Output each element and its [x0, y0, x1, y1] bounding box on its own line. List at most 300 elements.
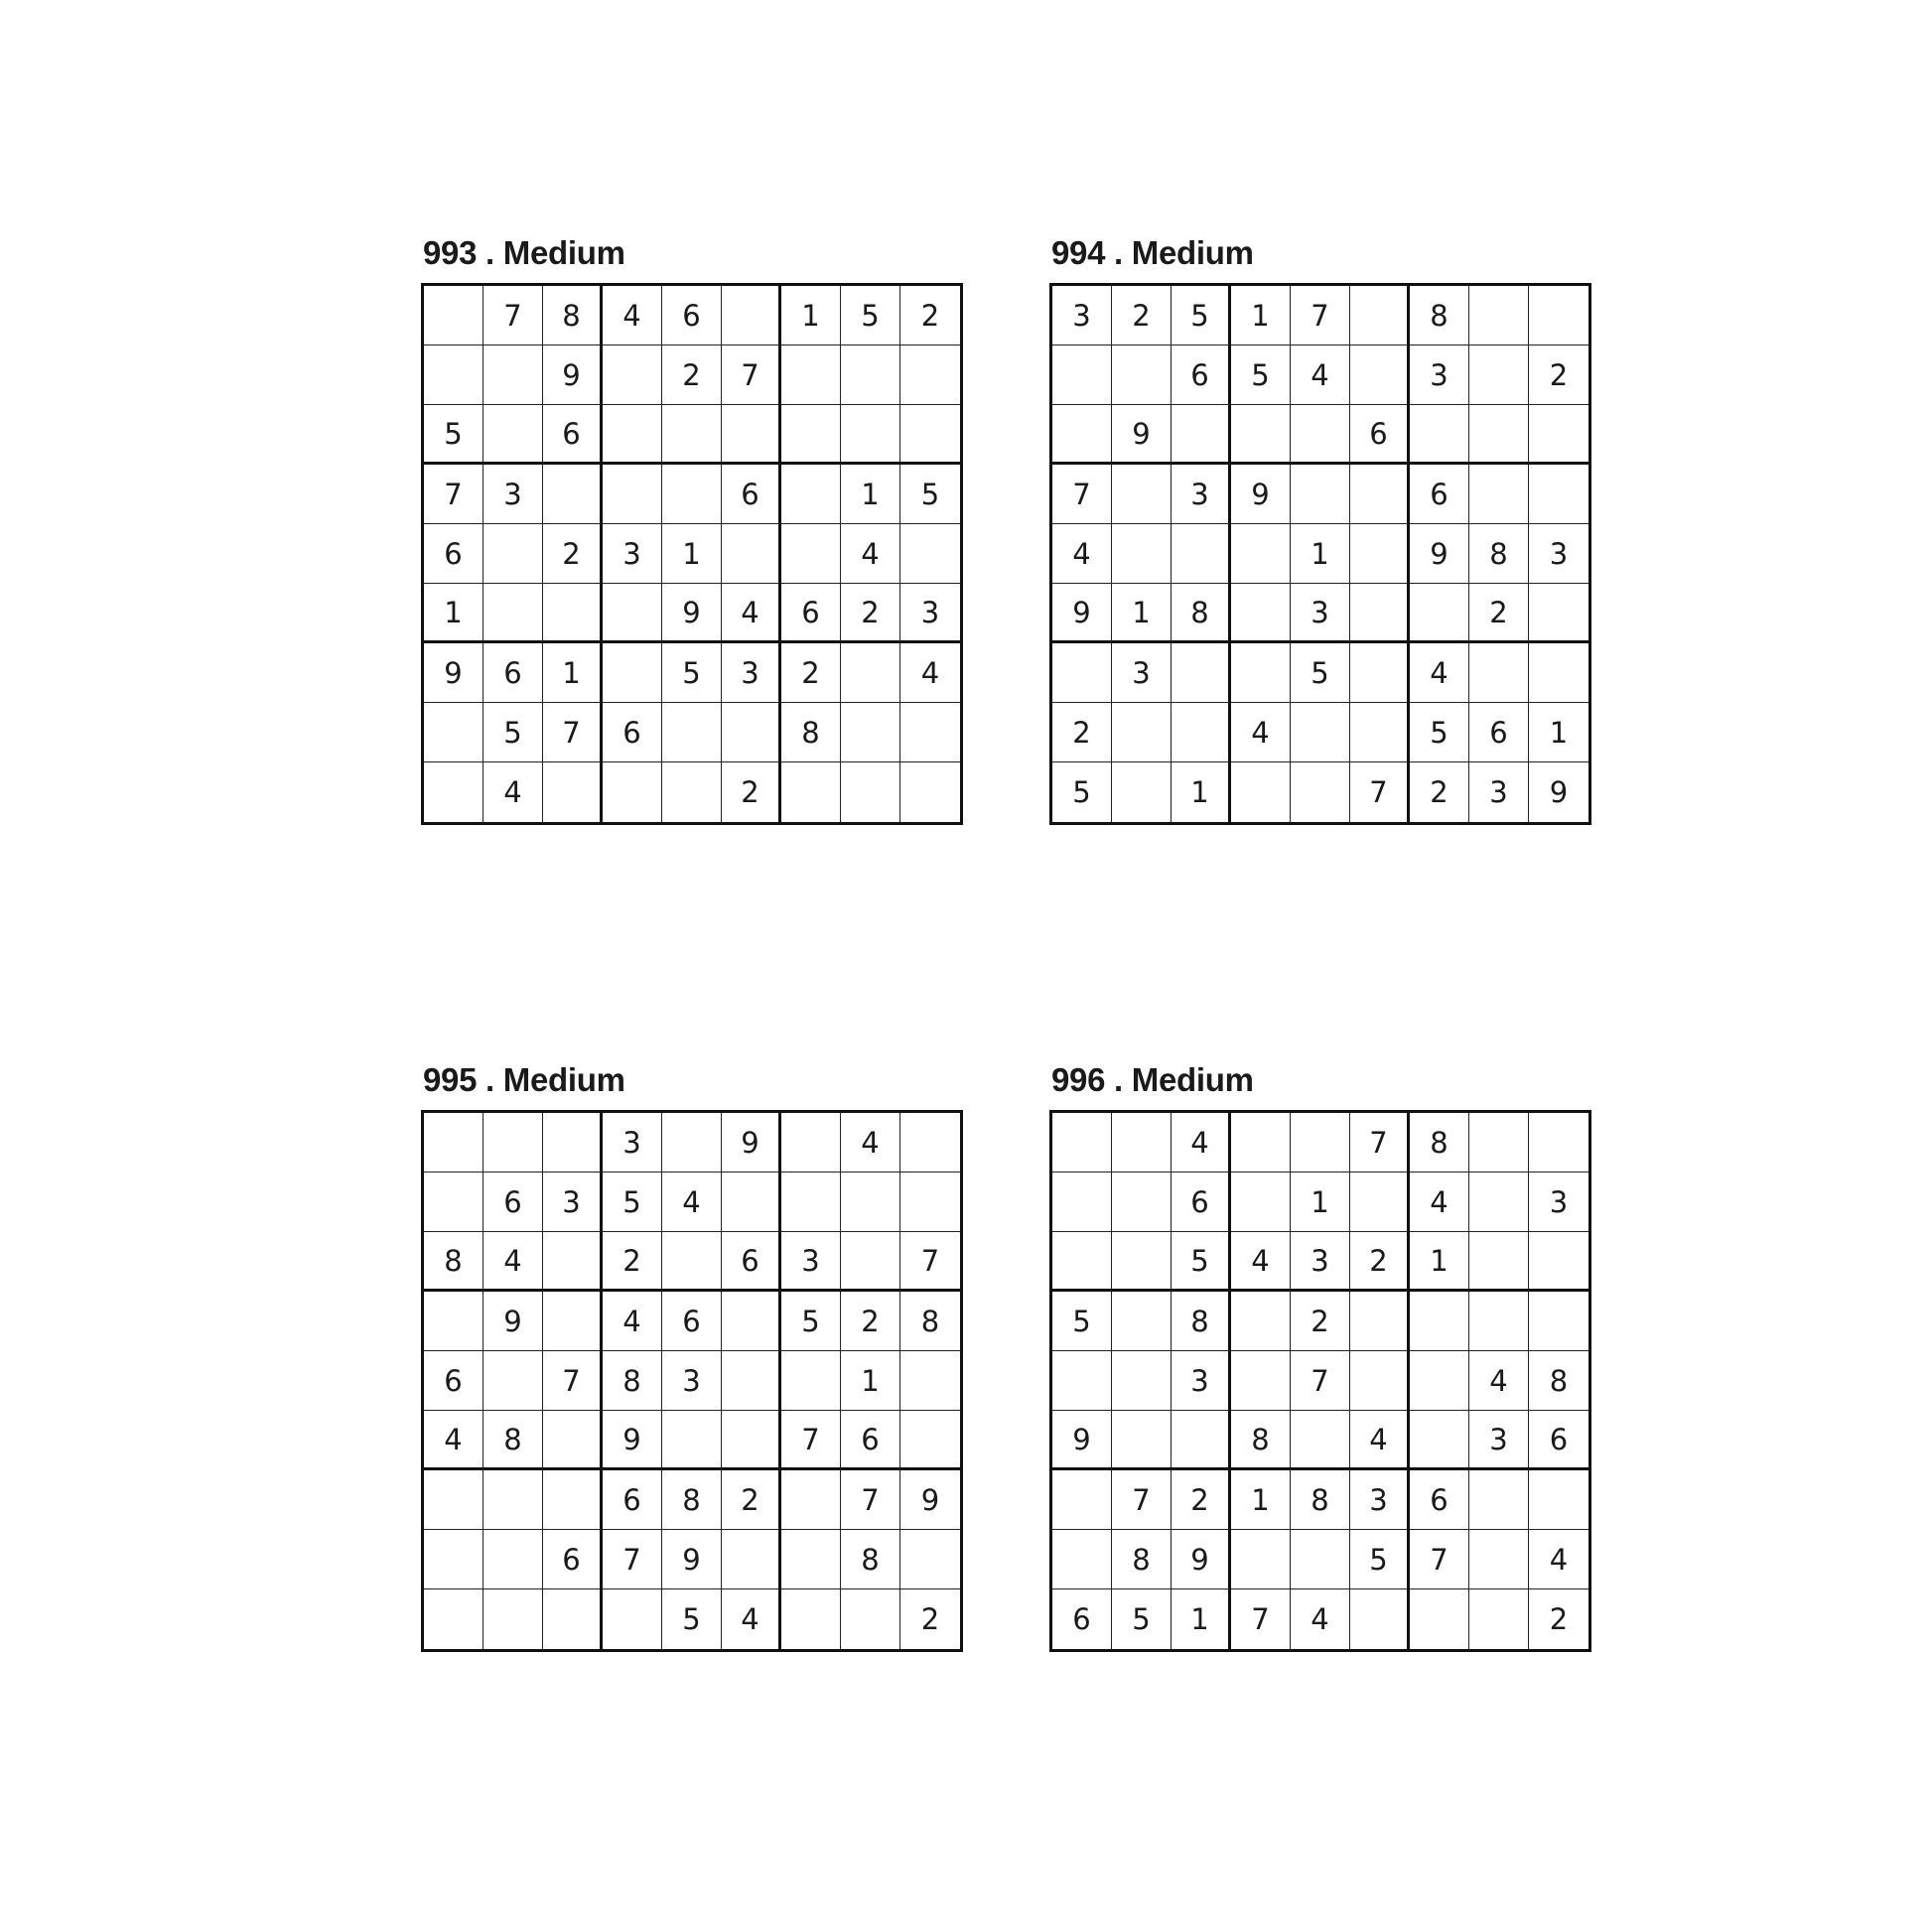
- sudoku-cell[interactable]: 8: [1112, 1530, 1172, 1589]
- sudoku-cell[interactable]: 4: [603, 1292, 662, 1351]
- sudoku-cell[interactable]: [781, 1113, 841, 1173]
- sudoku-cell[interactable]: [1469, 345, 1529, 405]
- sudoku-cell[interactable]: 8: [662, 1470, 722, 1530]
- sudoku-cell[interactable]: 8: [900, 1292, 960, 1351]
- sudoku-cell[interactable]: 1: [1291, 524, 1350, 584]
- sudoku-cell[interactable]: [1350, 1351, 1410, 1411]
- sudoku-cell[interactable]: [1231, 405, 1291, 465]
- sudoku-cell[interactable]: [1231, 1173, 1291, 1232]
- sudoku-cell[interactable]: 5: [603, 1173, 662, 1232]
- sudoku-cell[interactable]: 6: [1410, 465, 1469, 524]
- sudoku-cell[interactable]: [1112, 524, 1172, 584]
- sudoku-cell[interactable]: 9: [1052, 1411, 1112, 1470]
- sudoku-cell[interactable]: 4: [662, 1173, 722, 1232]
- sudoku-cell[interactable]: 3: [1291, 584, 1350, 643]
- sudoku-cell[interactable]: [1172, 643, 1231, 703]
- sudoku-cell[interactable]: 1: [1291, 1173, 1350, 1232]
- sudoku-cell[interactable]: 2: [841, 584, 900, 643]
- sudoku-cell[interactable]: [662, 1113, 722, 1173]
- sudoku-cell[interactable]: 3: [1469, 762, 1529, 822]
- sudoku-cell[interactable]: [1350, 703, 1410, 762]
- sudoku-cell[interactable]: 5: [1231, 345, 1291, 405]
- sudoku-cell[interactable]: 2: [1549, 1602, 1569, 1636]
- sudoku-cell[interactable]: 1: [1112, 584, 1172, 643]
- sudoku-cell[interactable]: [781, 1470, 841, 1530]
- sudoku-cell[interactable]: [1112, 1232, 1172, 1292]
- sudoku-cell[interactable]: [781, 1173, 841, 1232]
- sudoku-cell[interactable]: 5: [841, 286, 900, 345]
- sudoku-cell[interactable]: [1350, 345, 1410, 405]
- sudoku-cell[interactable]: [1410, 1351, 1469, 1411]
- sudoku-cell[interactable]: [781, 465, 841, 524]
- sudoku-cell[interactable]: [1529, 1292, 1588, 1351]
- sudoku-cell[interactable]: [1529, 643, 1588, 703]
- sudoku-cell[interactable]: 2: [1529, 345, 1588, 405]
- sudoku-cell[interactable]: [1529, 584, 1588, 643]
- sudoku-cell[interactable]: [1469, 1173, 1529, 1232]
- sudoku-cell[interactable]: 3: [1052, 286, 1112, 345]
- sudoku-cell[interactable]: 7: [1291, 1351, 1350, 1411]
- sudoku-cell[interactable]: 3: [1172, 465, 1231, 524]
- sudoku-cell[interactable]: 8: [1172, 584, 1231, 643]
- sudoku-cell[interactable]: 1: [1172, 1589, 1231, 1649]
- sudoku-cell[interactable]: 4: [1052, 524, 1112, 584]
- sudoku-cell[interactable]: [424, 1589, 483, 1649]
- sudoku-cell[interactable]: 2: [1172, 1470, 1231, 1530]
- sudoku-cell[interactable]: 3: [1172, 1351, 1231, 1411]
- sudoku-cell[interactable]: 6: [603, 1470, 662, 1530]
- sudoku-cell[interactable]: 2: [1469, 584, 1529, 643]
- sudoku-cell[interactable]: [1052, 345, 1112, 405]
- sudoku-cell[interactable]: [543, 584, 603, 643]
- sudoku-cell[interactable]: 7: [424, 465, 483, 524]
- sudoku-cell[interactable]: 2: [1052, 703, 1112, 762]
- sudoku-cell[interactable]: 4: [1291, 345, 1350, 405]
- sudoku-cell[interactable]: [1410, 1292, 1469, 1351]
- sudoku-cell[interactable]: [1410, 1411, 1469, 1470]
- sudoku-cell[interactable]: 2: [920, 1602, 940, 1636]
- sudoku-cell[interactable]: [1172, 1411, 1231, 1470]
- sudoku-cell[interactable]: [1112, 1411, 1172, 1470]
- sudoku-cell[interactable]: 2: [1410, 762, 1469, 822]
- sudoku-cell[interactable]: 4: [900, 643, 960, 703]
- sudoku-cell[interactable]: [424, 1113, 483, 1173]
- sudoku-cell[interactable]: [900, 1351, 960, 1411]
- sudoku-cell[interactable]: [722, 524, 781, 584]
- sudoku-cell[interactable]: [1469, 1232, 1529, 1292]
- sudoku-cell[interactable]: [543, 1292, 603, 1351]
- sudoku-cell[interactable]: [722, 1530, 781, 1589]
- sudoku-cell[interactable]: 9: [1112, 405, 1172, 465]
- sudoku-cell[interactable]: [424, 286, 483, 345]
- sudoku-cell[interactable]: 1: [424, 584, 483, 643]
- sudoku-cell[interactable]: [900, 1173, 960, 1232]
- sudoku-cell[interactable]: 3: [1529, 1173, 1588, 1232]
- sudoku-cell[interactable]: 5: [1172, 1232, 1231, 1292]
- sudoku-cell[interactable]: 9: [424, 643, 483, 703]
- sudoku-cell[interactable]: 1: [1172, 762, 1231, 822]
- sudoku-cell[interactable]: 7: [1291, 286, 1350, 345]
- sudoku-cell[interactable]: 5: [1291, 643, 1350, 703]
- sudoku-cell[interactable]: [1410, 584, 1469, 643]
- sudoku-cell[interactable]: 5: [1350, 1530, 1410, 1589]
- sudoku-cell[interactable]: [722, 405, 781, 465]
- sudoku-cell[interactable]: 2: [900, 286, 960, 345]
- sudoku-cell[interactable]: 6: [1052, 1589, 1112, 1649]
- sudoku-cell[interactable]: 8: [1291, 1470, 1350, 1530]
- sudoku-cell[interactable]: 2: [841, 1292, 900, 1351]
- sudoku-cell[interactable]: 4: [1410, 1173, 1469, 1232]
- sudoku-cell[interactable]: 4: [1231, 1232, 1291, 1292]
- sudoku-cell[interactable]: 8: [1529, 1351, 1588, 1411]
- sudoku-cell[interactable]: [900, 405, 960, 465]
- sudoku-cell[interactable]: 9: [543, 345, 603, 405]
- sudoku-cell[interactable]: [1291, 1530, 1350, 1589]
- sudoku-cell[interactable]: [900, 762, 960, 822]
- sudoku-cell[interactable]: 7: [1112, 1470, 1172, 1530]
- sudoku-cell[interactable]: [841, 762, 900, 822]
- sudoku-cell[interactable]: [1231, 1351, 1291, 1411]
- sudoku-cell[interactable]: [1529, 1113, 1588, 1173]
- sudoku-cell[interactable]: 6: [722, 1232, 781, 1292]
- sudoku-cell[interactable]: [722, 1411, 781, 1470]
- sudoku-cell[interactable]: [1052, 643, 1112, 703]
- sudoku-cell[interactable]: 6: [483, 643, 543, 703]
- sudoku-cell[interactable]: 2: [1112, 286, 1172, 345]
- sudoku-cell[interactable]: [1291, 1113, 1350, 1173]
- sudoku-cell[interactable]: 1: [1529, 703, 1588, 762]
- sudoku-cell[interactable]: 1: [1231, 286, 1291, 345]
- sudoku-cell[interactable]: 3: [1469, 1411, 1529, 1470]
- sudoku-cell[interactable]: [424, 762, 483, 822]
- sudoku-cell[interactable]: 6: [841, 1411, 900, 1470]
- sudoku-cell[interactable]: [1291, 762, 1350, 822]
- sudoku-cell[interactable]: [1350, 1292, 1410, 1351]
- sudoku-cell[interactable]: 8: [1231, 1411, 1291, 1470]
- sudoku-cell[interactable]: 1: [1231, 1470, 1291, 1530]
- sudoku-cell[interactable]: [722, 1173, 781, 1232]
- sudoku-cell[interactable]: 3: [900, 584, 960, 643]
- sudoku-cell[interactable]: 8: [1410, 286, 1469, 345]
- sudoku-cell[interactable]: [603, 584, 662, 643]
- sudoku-cell[interactable]: [543, 1113, 603, 1173]
- sudoku-cell[interactable]: 3: [1350, 1470, 1410, 1530]
- sudoku-cell[interactable]: [781, 1351, 841, 1411]
- sudoku-cell[interactable]: 6: [543, 405, 603, 465]
- sudoku-cell[interactable]: 7: [781, 1411, 841, 1470]
- sudoku-cell[interactable]: 4: [1529, 1530, 1588, 1589]
- sudoku-cell[interactable]: [603, 762, 662, 822]
- sudoku-cell[interactable]: [781, 1589, 841, 1649]
- sudoku-cell[interactable]: 9: [662, 584, 722, 643]
- sudoku-cell[interactable]: [1231, 1113, 1291, 1173]
- sudoku-cell[interactable]: 4: [1410, 643, 1469, 703]
- sudoku-cell[interactable]: [1350, 584, 1410, 643]
- sudoku-cell[interactable]: [1350, 1589, 1410, 1649]
- sudoku-cell[interactable]: [1231, 762, 1291, 822]
- sudoku-cell[interactable]: 8: [543, 286, 603, 345]
- sudoku-cell[interactable]: 9: [1231, 465, 1291, 524]
- sudoku-cell[interactable]: [1112, 1292, 1172, 1351]
- sudoku-cell[interactable]: [1231, 524, 1291, 584]
- sudoku-cell[interactable]: [1052, 1351, 1112, 1411]
- sudoku-cell[interactable]: 7: [543, 703, 603, 762]
- sudoku-cell[interactable]: [841, 345, 900, 405]
- sudoku-cell[interactable]: [1231, 584, 1291, 643]
- sudoku-cell[interactable]: [662, 1411, 722, 1470]
- sudoku-cell[interactable]: [1172, 703, 1231, 762]
- sudoku-cell[interactable]: 6: [424, 524, 483, 584]
- sudoku-cell[interactable]: 8: [1172, 1292, 1231, 1351]
- sudoku-cell[interactable]: [1172, 524, 1231, 584]
- sudoku-cell[interactable]: [900, 345, 960, 405]
- sudoku-cell[interactable]: [1052, 1173, 1112, 1232]
- sudoku-cell[interactable]: [424, 1470, 483, 1530]
- sudoku-cell[interactable]: 5: [662, 1589, 722, 1649]
- sudoku-cell[interactable]: 8: [781, 703, 841, 762]
- sudoku-cell[interactable]: [424, 1530, 483, 1589]
- sudoku-cell[interactable]: 7: [543, 1351, 603, 1411]
- sudoku-cell[interactable]: [543, 1589, 603, 1649]
- sudoku-cell[interactable]: 5: [1052, 1292, 1112, 1351]
- sudoku-cell[interactable]: [1291, 465, 1350, 524]
- sudoku-cell[interactable]: [1529, 286, 1588, 345]
- sudoku-cell[interactable]: 7: [841, 1470, 900, 1530]
- sudoku-cell[interactable]: [1052, 1470, 1112, 1530]
- sudoku-cell[interactable]: [1172, 405, 1231, 465]
- sudoku-cell[interactable]: [781, 345, 841, 405]
- sudoku-cell[interactable]: [424, 345, 483, 405]
- sudoku-cell[interactable]: [603, 643, 662, 703]
- sudoku-cell[interactable]: 7: [483, 286, 543, 345]
- sudoku-cell[interactable]: 7: [1410, 1530, 1469, 1589]
- sudoku-cell[interactable]: 9: [662, 1530, 722, 1589]
- sudoku-cell[interactable]: [483, 1589, 543, 1649]
- sudoku-cell[interactable]: [1410, 405, 1469, 465]
- sudoku-cell[interactable]: 9: [900, 1470, 960, 1530]
- sudoku-cell[interactable]: 7: [900, 1232, 960, 1292]
- sudoku-cell[interactable]: 4: [1469, 1351, 1529, 1411]
- sudoku-cell[interactable]: 7: [1350, 1113, 1410, 1173]
- sudoku-cell[interactable]: 9: [1172, 1530, 1231, 1589]
- sudoku-cell[interactable]: [900, 1530, 960, 1589]
- sudoku-cell[interactable]: [722, 286, 781, 345]
- sudoku-cell[interactable]: 5: [1172, 286, 1231, 345]
- sudoku-cell[interactable]: [1112, 345, 1172, 405]
- sudoku-cell[interactable]: 1: [781, 286, 841, 345]
- sudoku-cell[interactable]: 6: [722, 465, 781, 524]
- sudoku-cell[interactable]: 4: [841, 524, 900, 584]
- sudoku-cell[interactable]: [1052, 1232, 1112, 1292]
- sudoku-cell[interactable]: 9: [483, 1292, 543, 1351]
- sudoku-cell[interactable]: [722, 1292, 781, 1351]
- sudoku-cell[interactable]: 5: [424, 405, 483, 465]
- sudoku-cell[interactable]: 4: [1231, 703, 1291, 762]
- sudoku-cell[interactable]: [1469, 1470, 1529, 1530]
- sudoku-cell[interactable]: 3: [483, 465, 543, 524]
- sudoku-cell[interactable]: [1291, 703, 1350, 762]
- sudoku-cell[interactable]: [543, 762, 603, 822]
- sudoku-cell[interactable]: 6: [1172, 345, 1231, 405]
- sudoku-cell[interactable]: [1112, 1173, 1172, 1232]
- sudoku-cell[interactable]: [1052, 1530, 1112, 1589]
- sudoku-cell[interactable]: [1469, 405, 1529, 465]
- sudoku-cell[interactable]: 3: [1410, 345, 1469, 405]
- sudoku-cell[interactable]: 1: [662, 524, 722, 584]
- sudoku-cell[interactable]: 5: [1112, 1589, 1172, 1649]
- sudoku-cell[interactable]: 9: [1549, 775, 1569, 809]
- sudoku-cell[interactable]: 4: [1291, 1589, 1350, 1649]
- sudoku-cell[interactable]: 9: [1052, 584, 1112, 643]
- sudoku-cell[interactable]: 2: [1350, 1232, 1410, 1292]
- sudoku-cell[interactable]: 5: [781, 1292, 841, 1351]
- sudoku-cell[interactable]: 4: [1350, 1411, 1410, 1470]
- sudoku-cell[interactable]: [1529, 1470, 1588, 1530]
- sudoku-cell[interactable]: [1469, 286, 1529, 345]
- sudoku-cell[interactable]: 8: [841, 1530, 900, 1589]
- sudoku-cell[interactable]: [543, 465, 603, 524]
- sudoku-cell[interactable]: 7: [1231, 1589, 1291, 1649]
- sudoku-cell[interactable]: [603, 345, 662, 405]
- sudoku-cell[interactable]: [1231, 1292, 1291, 1351]
- sudoku-cell[interactable]: 8: [1410, 1113, 1469, 1173]
- sudoku-cell[interactable]: 4: [722, 584, 781, 643]
- sudoku-cell[interactable]: 3: [1529, 524, 1588, 584]
- sudoku-cell[interactable]: 4: [424, 1411, 483, 1470]
- sudoku-cell[interactable]: [483, 405, 543, 465]
- sudoku-cell[interactable]: [1529, 1232, 1588, 1292]
- sudoku-cell[interactable]: [1231, 643, 1291, 703]
- sudoku-cell[interactable]: [900, 1411, 960, 1470]
- sudoku-cell[interactable]: 4: [483, 1232, 543, 1292]
- sudoku-cell[interactable]: [900, 524, 960, 584]
- sudoku-cell[interactable]: 8: [1469, 524, 1529, 584]
- sudoku-cell[interactable]: 6: [603, 703, 662, 762]
- sudoku-cell[interactable]: 5: [1052, 762, 1112, 822]
- sudoku-cell[interactable]: 1: [841, 1351, 900, 1411]
- sudoku-cell[interactable]: [483, 1470, 543, 1530]
- sudoku-cell[interactable]: 3: [1291, 1232, 1350, 1292]
- sudoku-cell[interactable]: [841, 1232, 900, 1292]
- sudoku-cell[interactable]: 2: [662, 345, 722, 405]
- sudoku-cell[interactable]: 7: [603, 1530, 662, 1589]
- sudoku-cell[interactable]: [543, 1470, 603, 1530]
- sudoku-cell[interactable]: 8: [483, 1411, 543, 1470]
- sudoku-cell[interactable]: 8: [603, 1351, 662, 1411]
- sudoku-cell[interactable]: 2: [543, 524, 603, 584]
- sudoku-cell[interactable]: 5: [483, 703, 543, 762]
- sudoku-cell[interactable]: [483, 584, 543, 643]
- sudoku-cell[interactable]: 3: [781, 1232, 841, 1292]
- sudoku-cell[interactable]: 3: [722, 643, 781, 703]
- sudoku-cell[interactable]: [1112, 703, 1172, 762]
- sudoku-cell[interactable]: [424, 1292, 483, 1351]
- sudoku-cell[interactable]: 5: [662, 643, 722, 703]
- sudoku-cell[interactable]: 7: [1052, 465, 1112, 524]
- sudoku-cell[interactable]: [841, 1589, 900, 1649]
- sudoku-cell[interactable]: [483, 524, 543, 584]
- sudoku-cell[interactable]: [424, 703, 483, 762]
- sudoku-cell[interactable]: 4: [841, 1113, 900, 1173]
- sudoku-cell[interactable]: 9: [1410, 524, 1469, 584]
- sudoku-cell[interactable]: 3: [543, 1173, 603, 1232]
- sudoku-cell[interactable]: 4: [603, 286, 662, 345]
- sudoku-cell[interactable]: 4: [722, 1589, 781, 1649]
- sudoku-cell[interactable]: 5: [1410, 703, 1469, 762]
- sudoku-cell[interactable]: [1469, 1292, 1529, 1351]
- sudoku-cell[interactable]: [662, 762, 722, 822]
- sudoku-cell[interactable]: 8: [424, 1232, 483, 1292]
- sudoku-cell[interactable]: [1350, 465, 1410, 524]
- sudoku-cell[interactable]: [1529, 405, 1588, 465]
- sudoku-cell[interactable]: [483, 1530, 543, 1589]
- sudoku-cell[interactable]: 6: [1350, 405, 1410, 465]
- sudoku-cell[interactable]: 2: [603, 1232, 662, 1292]
- sudoku-cell[interactable]: 6: [1529, 1411, 1588, 1470]
- sudoku-cell[interactable]: [781, 1530, 841, 1589]
- sudoku-cell[interactable]: 6: [424, 1351, 483, 1411]
- sudoku-cell[interactable]: [603, 1589, 662, 1649]
- sudoku-cell[interactable]: [722, 1351, 781, 1411]
- sudoku-cell[interactable]: [1350, 524, 1410, 584]
- sudoku-cell[interactable]: 6: [781, 584, 841, 643]
- sudoku-cell[interactable]: [1469, 1113, 1529, 1173]
- sudoku-cell[interactable]: [1112, 1113, 1172, 1173]
- sudoku-cell[interactable]: [1112, 762, 1172, 822]
- sudoku-cell[interactable]: [900, 703, 960, 762]
- sudoku-cell[interactable]: [781, 405, 841, 465]
- sudoku-cell[interactable]: [1350, 286, 1410, 345]
- sudoku-cell[interactable]: [1291, 405, 1350, 465]
- sudoku-cell[interactable]: [1410, 1589, 1469, 1649]
- sudoku-cell[interactable]: [603, 405, 662, 465]
- sudoku-cell[interactable]: [1112, 465, 1172, 524]
- sudoku-cell[interactable]: 7: [722, 345, 781, 405]
- sudoku-cell[interactable]: 1: [543, 643, 603, 703]
- sudoku-cell[interactable]: 6: [1469, 703, 1529, 762]
- sudoku-cell[interactable]: 3: [662, 1351, 722, 1411]
- sudoku-cell[interactable]: [1469, 643, 1529, 703]
- sudoku-cell[interactable]: 6: [1410, 1470, 1469, 1530]
- sudoku-cell[interactable]: [662, 1232, 722, 1292]
- sudoku-cell[interactable]: [483, 1351, 543, 1411]
- sudoku-cell[interactable]: 6: [662, 1292, 722, 1351]
- sudoku-cell[interactable]: [1052, 1113, 1112, 1173]
- sudoku-cell[interactable]: [543, 1232, 603, 1292]
- sudoku-cell[interactable]: [662, 405, 722, 465]
- sudoku-cell[interactable]: [781, 762, 841, 822]
- sudoku-cell[interactable]: [722, 703, 781, 762]
- sudoku-cell[interactable]: [1231, 1530, 1291, 1589]
- sudoku-cell[interactable]: [1529, 465, 1588, 524]
- sudoku-cell[interactable]: [1112, 1351, 1172, 1411]
- sudoku-cell[interactable]: [1350, 1173, 1410, 1232]
- sudoku-cell[interactable]: 9: [722, 1113, 781, 1173]
- sudoku-cell[interactable]: 1: [1410, 1232, 1469, 1292]
- sudoku-cell[interactable]: 4: [1172, 1113, 1231, 1173]
- sudoku-cell[interactable]: [483, 1113, 543, 1173]
- sudoku-cell[interactable]: 3: [603, 524, 662, 584]
- sudoku-cell[interactable]: [662, 703, 722, 762]
- sudoku-cell[interactable]: [1469, 465, 1529, 524]
- sudoku-cell[interactable]: 5: [900, 465, 960, 524]
- sudoku-cell[interactable]: [841, 1173, 900, 1232]
- sudoku-cell[interactable]: 9: [603, 1411, 662, 1470]
- sudoku-cell[interactable]: [483, 345, 543, 405]
- sudoku-cell[interactable]: 3: [603, 1113, 662, 1173]
- sudoku-cell[interactable]: [1052, 405, 1112, 465]
- sudoku-cell[interactable]: 2: [781, 643, 841, 703]
